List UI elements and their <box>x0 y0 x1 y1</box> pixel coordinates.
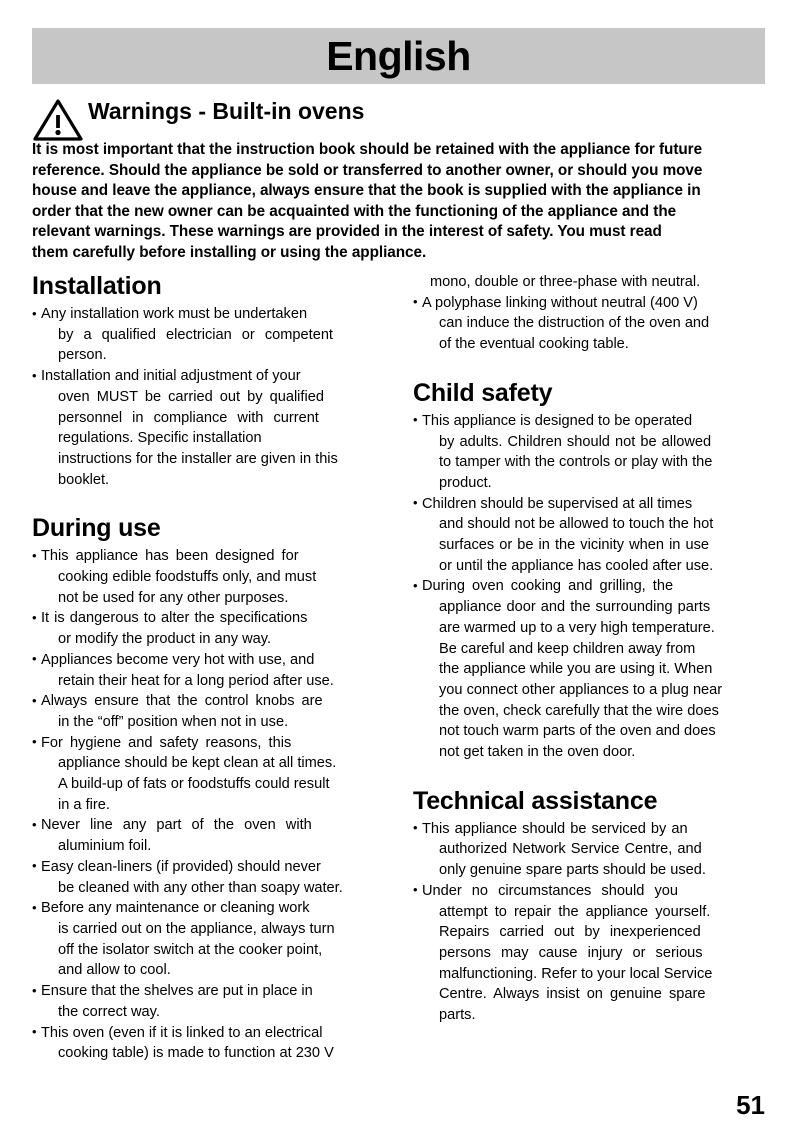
bullet-line: to tamper with the controls or play with the <box>439 454 713 471</box>
bullet-line: product. <box>439 474 492 491</box>
bullet-line: personnel in compliance with current <box>58 409 319 426</box>
list-item <box>32 815 408 856</box>
section-heading-technical-assistance: Technical assistance <box>413 786 658 815</box>
intro-line: It is most important that the instruction book should be retained with the appliance for future <box>32 141 703 158</box>
bullet-line: can induce the distruction of the oven and <box>439 315 710 332</box>
bullet-line: cooking table) is made to function at 230 V <box>58 1045 334 1062</box>
bullet-line: in the “off” position when not in use. <box>58 713 289 730</box>
list-item <box>32 691 408 732</box>
list-item <box>413 819 789 881</box>
page-number: 51 <box>736 1090 765 1120</box>
bullet-line: • This appliance has been designed for <box>41 548 299 565</box>
list-item <box>32 650 408 691</box>
bullet-line: • Children should be supervised at all times <box>422 495 693 512</box>
left-column <box>32 272 408 1064</box>
bullet-line: not be used for any other purposes. <box>58 589 289 606</box>
intro-paragraph <box>32 140 772 263</box>
bullet-line: or until the appliance has cooled after use. <box>439 557 714 574</box>
bullet-line: • It is dangerous to alter the specifications <box>41 610 308 627</box>
language-banner <box>32 28 765 84</box>
bullet-line: • Under no circumstances should you <box>422 882 678 899</box>
bullet-line: • For hygiene and safety reasons, this <box>41 734 292 751</box>
bullet-line: A build-up of fats or foodstuffs could result <box>58 776 330 793</box>
language-title: English <box>326 32 471 79</box>
bullet-line: only genuine spare parts should be used. <box>439 862 706 879</box>
bullet-line: by a qualified electrician or competent <box>58 326 333 343</box>
bullet-line: retain their heat for a long period after use. <box>58 672 334 689</box>
installation-continued-bullet-list <box>413 293 789 355</box>
bullet-line: • Any installation work must be undertaken <box>41 306 308 322</box>
bullet-line: appliance door and the surrounding parts <box>439 599 711 616</box>
bullet-line: of the eventual cooking table. <box>439 336 629 353</box>
bullet-line: persons may cause injury or serious <box>439 944 703 961</box>
technical-assistance-bullet-list <box>413 819 789 1026</box>
bullet-line: Repairs carried out by inexperienced <box>439 924 701 941</box>
bullet-line: surfaces or be in the vicinity when in use <box>439 537 710 554</box>
during-use-bullet-list <box>32 546 408 1064</box>
list-item <box>413 494 789 577</box>
bullet-line: • Appliances become very hot with use, and <box>41 651 315 668</box>
list-item <box>413 576 789 762</box>
bullet-line: instructions for the installer are given in this <box>58 450 338 467</box>
bullet-line: • A polyphase linking without neutral (400 V) <box>422 294 698 311</box>
list-item <box>32 857 408 898</box>
bullet-line: are warmed up to a very high temperature. <box>439 619 715 636</box>
bullet-line: • Never line any part of the oven with <box>41 817 312 834</box>
intro-line: them carefully before installing or using the appliance. <box>32 243 427 261</box>
right-column <box>413 272 789 1026</box>
section-heading-during-use: During use <box>32 514 161 543</box>
intro-line: order that the new owner can be acquainted with the functioning of the appliance and the <box>32 202 677 220</box>
bullet-line: cooking edible foodstuffs only, and must <box>58 569 317 586</box>
list-item <box>32 733 408 816</box>
bullet-line: • This oven (even if it is linked to an electrical <box>41 1024 323 1041</box>
bullet-line: parts. <box>439 1007 476 1024</box>
section-heading-child-safety: Child safety <box>413 378 553 407</box>
bullet-line: off the isolator switch at the cooker point, <box>58 941 323 958</box>
bullet-line: • Always ensure that the control knobs are <box>41 693 323 710</box>
continuation-line: mono, double or three-phase with neutral. <box>430 274 701 290</box>
intro-line: house and leave the appliance, always ensure that the book is supplied with the appliance in <box>32 182 701 199</box>
intro-line: reference. Should the appliance be sold or transferred to another owner, or should you move <box>32 161 703 179</box>
bullet-line: • Installation and initial adjustment of your <box>41 368 301 385</box>
intro-line: relevant warnings. These warnings are provided in the interest of safety. You must read <box>32 223 662 240</box>
warnings-heading-row <box>32 96 772 142</box>
bullet-line: and allow to cool. <box>58 962 171 979</box>
page-title: Warnings - Built-in ovens <box>88 98 365 124</box>
bullet-line: be cleaned with any other than soapy water. <box>58 879 343 896</box>
list-item <box>413 293 789 355</box>
bullet-line: appliance should be kept clean at all times. <box>58 755 337 772</box>
section-heading-installation: Installation <box>32 272 162 300</box>
bullet-line: attempt to repair the appliance yourself. <box>439 903 711 920</box>
bullet-line: • Ensure that the shelves are put in place in <box>41 983 313 1000</box>
list-item <box>32 1023 408 1064</box>
bullet-line: authorized Network Service Centre, and <box>439 841 702 858</box>
bullet-line: • This appliance is designed to be operated <box>422 412 693 429</box>
bullet-line: Be careful and keep children away from <box>439 640 696 657</box>
bullet-line: by adults. Children should not be allowed <box>439 433 712 450</box>
bullet-line: malfunctioning. Refer to your local Service <box>439 965 713 982</box>
list-item <box>32 898 408 981</box>
bullet-line: oven MUST be carried out by qualified <box>58 388 324 405</box>
bullet-line: aluminium foil. <box>58 838 152 855</box>
bullet-line: person. <box>58 347 107 364</box>
bullet-line: • During oven cooking and grilling, the <box>422 578 674 595</box>
bullet-line: • Before any maintenance or cleaning work <box>41 900 310 917</box>
list-item <box>32 366 408 490</box>
bullet-line: the appliance while you are using it. When <box>439 661 713 678</box>
bullet-line: Centre. Always insist on genuine spare <box>439 986 706 1003</box>
bullet-line: • Easy clean-liners (if provided) should never <box>41 858 321 875</box>
bullet-line: not get taken in the oven door. <box>439 744 636 761</box>
child-safety-bullet-list <box>413 411 789 763</box>
bullet-line: and should not be allowed to touch the hot <box>439 516 714 533</box>
list-item <box>32 546 408 608</box>
list-item <box>32 608 408 649</box>
bullet-line: • This appliance should be serviced by an <box>422 820 688 837</box>
bullet-line: not touch warm parts of the oven and does <box>439 723 716 740</box>
list-item <box>413 881 789 1026</box>
bullet-line: you connect other appliances to a plug near <box>439 681 723 698</box>
bullet-line: in a fire. <box>58 796 110 813</box>
list-item <box>32 981 408 1022</box>
bullet-line: booklet. <box>58 471 110 488</box>
bullet-line: the correct way. <box>58 1003 160 1020</box>
bullet-line: the oven, check carefully that the wire does <box>439 702 719 719</box>
list-item <box>413 411 789 494</box>
warning-triangle-icon <box>32 98 84 142</box>
list-item <box>32 304 408 366</box>
installation-bullet-list <box>32 304 408 490</box>
bullet-line: or modify the product in any way. <box>58 631 272 648</box>
bullet-line: is carried out on the appliance, always turn <box>58 920 335 937</box>
bullet-line: regulations. Specific installation <box>58 430 262 447</box>
